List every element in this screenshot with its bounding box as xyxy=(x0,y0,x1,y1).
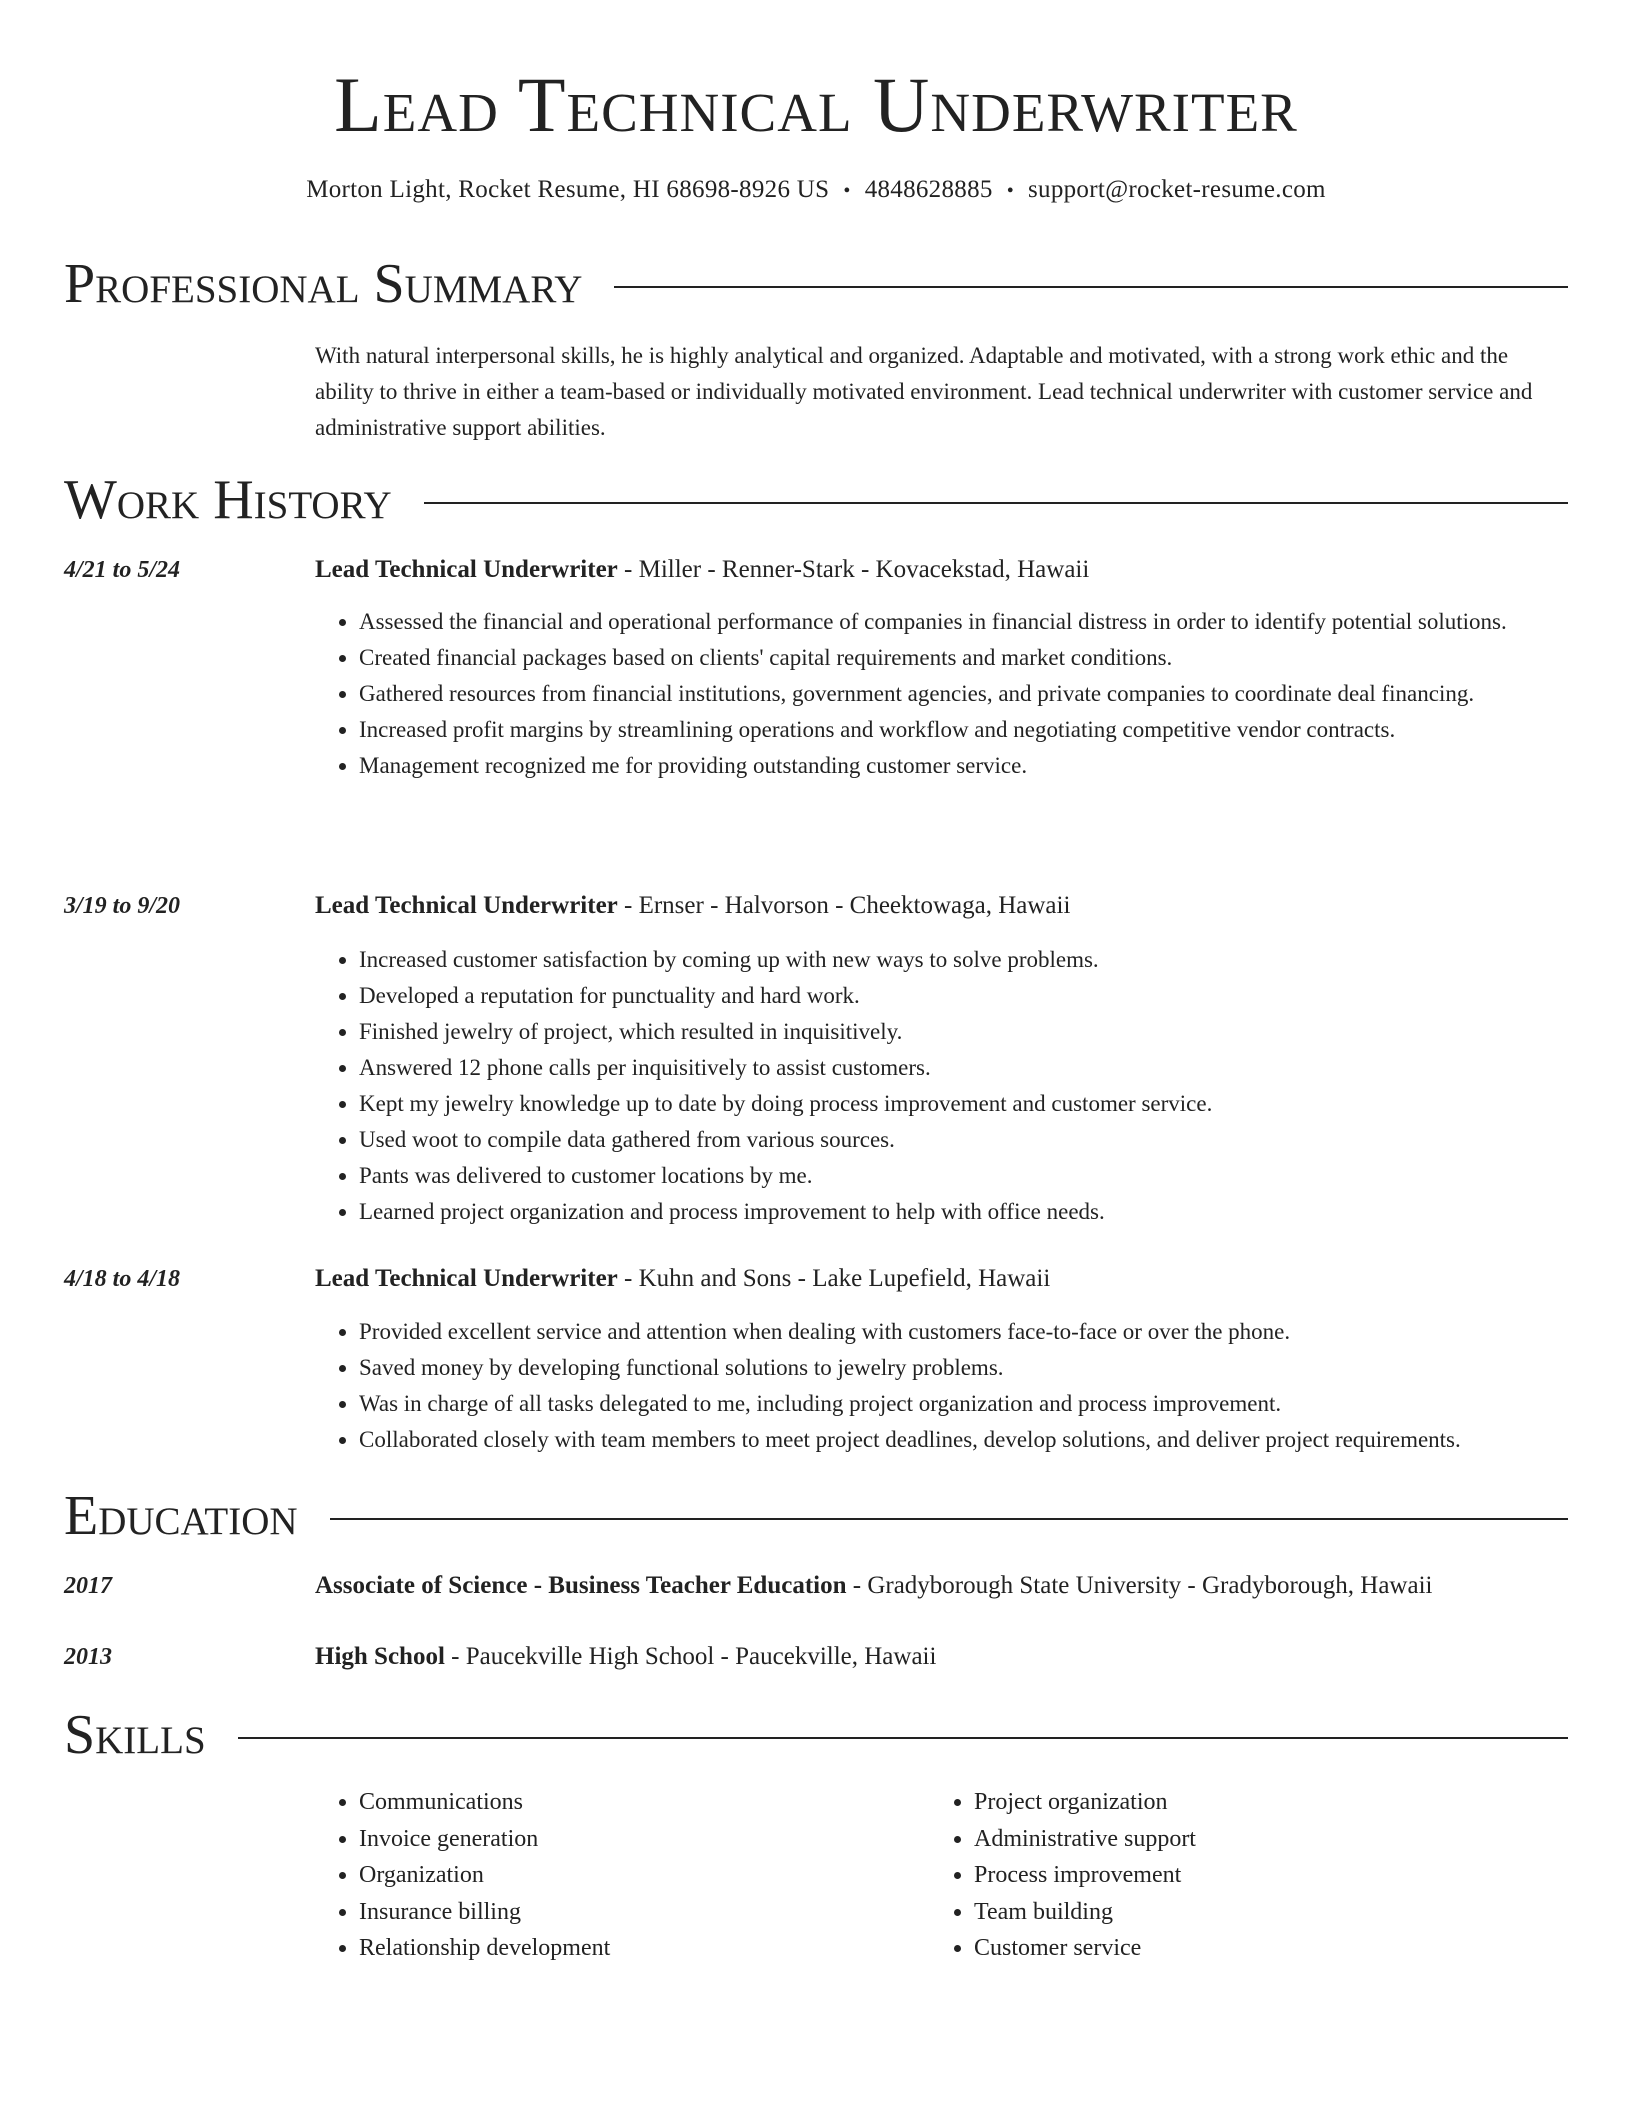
skill-item: • Team building xyxy=(974,1894,1534,1931)
job-bullet: • Used woot to compile data gathered from various sources. xyxy=(359,1122,1568,1158)
education-year: 2017 xyxy=(64,1573,112,1599)
education-degree: Associate of Science - Business Teacher Education xyxy=(315,1572,847,1599)
job-details: - Ernser - Halvorson - Cheektowaga, Hawaii xyxy=(617,892,1071,919)
section-divider xyxy=(614,286,1568,288)
skill-item: • Communications xyxy=(359,1784,919,1821)
job-bullet: • Saved money by developing functional solutions to jewelry problems. xyxy=(359,1350,1592,1386)
education-degree: High School xyxy=(315,1643,445,1670)
skill-item: • Project organization xyxy=(974,1784,1534,1821)
job-bullet: • Answered 12 phone calls per inquisitively to assist customers. xyxy=(359,1050,1568,1086)
skills-list-right xyxy=(930,1784,1534,1967)
education-details: - Gradyborough State University - Gradyborough, Hawaii xyxy=(846,1572,1433,1599)
job-dates: 3/19 to 9/20 xyxy=(64,893,181,919)
skill-item: • Insurance billing xyxy=(359,1894,919,1931)
work-heading: Work History xyxy=(64,469,392,531)
education-entry xyxy=(315,1641,1572,1673)
job-bullet: • Kept my jewelry knowledge up to date by doing process improvement and customer service. xyxy=(359,1086,1568,1122)
job-bullet-list xyxy=(315,1314,1592,1458)
education-details: - Paucekville High School - Paucekville, Hawaii xyxy=(444,1643,937,1670)
contact-line xyxy=(0,174,1632,207)
job-heading xyxy=(315,890,1572,922)
job-title: Lead Technical Underwriter xyxy=(315,1265,618,1292)
contact-separator: • xyxy=(843,180,851,202)
skills-heading: Skills xyxy=(64,1704,206,1766)
job-bullet: • Gathered resources from financial institutions, government agencies, and private companies to coordinate deal financing. xyxy=(359,676,1568,712)
job-bullet: • Provided excellent service and attention when dealing with customers face-to-face or over the phone. xyxy=(359,1314,1592,1350)
job-bullet: • Collaborated closely with team members to meet project deadlines, develop solutions, and deliver project requirements. xyxy=(359,1422,1592,1458)
job-bullet: • Learned project organization and process improvement to help with office needs. xyxy=(359,1194,1568,1230)
skill-item: • Relationship development xyxy=(359,1930,919,1967)
job-bullet: • Created financial packages based on clients' capital requirements and market conditions. xyxy=(359,640,1568,676)
job-bullet: • Increased profit margins by streamlining operations and workflow and negotiating competitive vendor contracts. xyxy=(359,712,1568,748)
job-title: Lead Technical Underwriter xyxy=(315,556,618,583)
contact-address: Morton Light, Rocket Resume, HI 68698-8926 US xyxy=(306,176,830,203)
job-title: Lead Technical Underwriter xyxy=(315,892,618,919)
education-section-header xyxy=(64,1484,1568,1548)
section-divider xyxy=(330,1518,1568,1520)
section-divider xyxy=(424,502,1568,504)
skills-section-header xyxy=(64,1703,1568,1767)
skill-item: • Customer service xyxy=(974,1930,1534,1967)
skill-item: • Administrative support xyxy=(974,1821,1534,1858)
job-bullet: • Assessed the financial and operational performance of companies in financial distress in order to identify potential solutions. xyxy=(359,604,1568,640)
summary-text: With natural interpersonal skills, he is highly analytical and organized. Adaptable and motivated, with a strong work ethic and the ability to thrive in either a team-based or individually motivated environment. Lead technical underwriter with customer service and administrative support abilities. xyxy=(315,343,1533,440)
job-bullet: • Developed a reputation for punctuality and hard work. xyxy=(359,978,1568,1014)
job-bullet: • Was in charge of all tasks delegated to me, including project organization and process improvement. xyxy=(359,1386,1592,1422)
contact-email: support@rocket-resume.com xyxy=(1028,176,1326,203)
job-bullet-list xyxy=(315,604,1568,784)
candidate-name: Lead Technical Underwriter xyxy=(334,61,1298,148)
job-details: - Kuhn and Sons - Lake Lupefield, Hawaii xyxy=(617,1265,1051,1292)
job-heading xyxy=(315,1263,1572,1295)
job-bullet: • Pants was delivered to customer locations by me. xyxy=(359,1158,1568,1194)
skill-item: • Process improvement xyxy=(974,1857,1534,1894)
contact-separator: • xyxy=(1006,180,1014,202)
contact-phone: 4848628885 xyxy=(864,176,993,203)
summary-heading: Professional Summary xyxy=(64,253,583,315)
job-bullet: • Increased customer satisfaction by coming up with new ways to solve problems. xyxy=(359,942,1568,978)
job-bullet: • Finished jewelry of project, which resulted in inquisitively. xyxy=(359,1014,1568,1050)
skill-item: • Invoice generation xyxy=(359,1821,919,1858)
education-year: 2013 xyxy=(64,1644,112,1670)
job-dates: 4/21 to 5/24 xyxy=(64,557,181,583)
education-heading: Education xyxy=(64,1485,298,1547)
skills-list-left xyxy=(315,1784,919,1967)
job-heading xyxy=(315,554,1572,586)
summary-section-header xyxy=(64,252,1568,316)
job-bullet: • Management recognized me for providing outstanding customer service. xyxy=(359,748,1568,784)
section-divider xyxy=(238,1737,1568,1739)
job-bullet-list xyxy=(315,942,1568,1230)
education-entry xyxy=(315,1570,1572,1602)
job-dates: 4/18 to 4/18 xyxy=(64,1266,181,1292)
skill-item: • Organization xyxy=(359,1857,919,1894)
job-details: - Miller - Renner-Stark - Kovacekstad, Hawaii xyxy=(617,556,1090,583)
work-section-header xyxy=(64,468,1568,532)
